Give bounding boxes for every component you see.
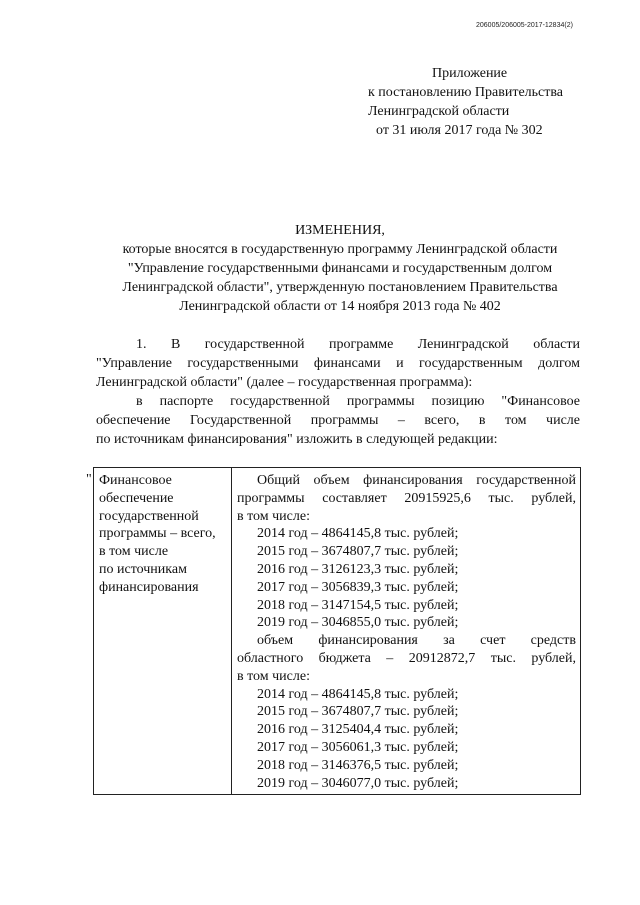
heading-line-2: "Управление государственными финансами и государственным долгом bbox=[127, 261, 553, 276]
total-year-line: 2016 год – 3126123,3 тыс. рублей; bbox=[257, 561, 459, 577]
regional-year-line: 2018 год – 3146376,5 тыс. рублей; bbox=[257, 757, 459, 773]
label-line: Финансовое bbox=[99, 473, 172, 488]
regional-intro-line: в том числе: bbox=[237, 668, 310, 684]
document-heading bbox=[80, 221, 600, 316]
regional-year-line: 2017 год – 3056061,3 тыс. рублей; bbox=[257, 739, 459, 755]
total-year-line: 2017 год – 3056839,3 тыс. рублей; bbox=[257, 579, 459, 595]
financing-table bbox=[93, 467, 581, 795]
total-intro-line: Общий объем финансирования государственной bbox=[257, 473, 576, 488]
total-year-line: 2015 год – 3674807,7 тыс. рублей; bbox=[257, 544, 459, 560]
label-line: финансирования bbox=[99, 579, 199, 595]
regional-year-line: 2019 год – 3046077,0 тыс. рублей; bbox=[257, 775, 459, 791]
financing-value-cell bbox=[232, 468, 581, 795]
heading-title: ИЗМЕНЕНИЯ, bbox=[295, 223, 385, 238]
total-year-line: 2018 год – 3147154,5 тыс. рублей; bbox=[257, 597, 459, 613]
total-intro-line: в том числе: bbox=[237, 508, 310, 524]
regional-year-line: 2016 год – 3125404,4 тыс. рублей; bbox=[257, 722, 459, 738]
table-row bbox=[94, 468, 581, 795]
appendix-line-1: к постановлению Правительства bbox=[368, 85, 564, 100]
label-line: программы – всего, bbox=[99, 526, 216, 542]
appendix-title: Приложение bbox=[432, 66, 508, 81]
heading-line-3: Ленинградской области", утвержденную постановлением Правительства bbox=[122, 280, 558, 295]
label-line: по источникам bbox=[99, 561, 187, 577]
label-line: обеспечение bbox=[99, 490, 174, 506]
label-line: государственной bbox=[99, 508, 199, 524]
regional-year-line: 2015 год – 3674807,7 тыс. рублей; bbox=[257, 704, 459, 720]
table-open-quote: " bbox=[86, 472, 92, 487]
body-line-4: в паспорте государственной программы позицию "Финансовое bbox=[136, 394, 580, 409]
document-registration-number: 206005/206005-2017-12834(2) bbox=[476, 22, 573, 29]
regional-intro-line: областного бюджета – 20912872,7 тыс. рублей, bbox=[237, 650, 576, 666]
label-line: в том числе bbox=[99, 544, 169, 560]
financing-label-cell bbox=[94, 468, 232, 795]
body-line-2: "Управление государственными финансами и государственным долгом bbox=[96, 356, 580, 371]
appendix-line-3: от 31 июля 2017 года № 302 bbox=[376, 123, 543, 138]
total-intro-line: программы составляет 20915925,6 тыс. рублей, bbox=[237, 490, 576, 506]
body-line-6: по источникам финансирования" изложить в следующей редакции: bbox=[96, 432, 498, 447]
body-paragraphs bbox=[96, 335, 580, 449]
heading-line-4: Ленинградской области от 14 ноября 2013 года № 402 bbox=[179, 299, 501, 314]
total-year-line: 2019 год – 3046855,0 тыс. рублей; bbox=[257, 615, 459, 631]
body-line-1: 1. В государственной программе Ленинградской области bbox=[136, 337, 580, 352]
regional-intro-line: объем финансирования за счет средств bbox=[257, 633, 576, 649]
body-line-5: обеспечение Государственной программы – всего, в том числе bbox=[96, 413, 580, 428]
body-line-3: Ленинградской области" (далее – государственная программа): bbox=[96, 375, 473, 390]
regional-year-line: 2014 год – 4864145,8 тыс. рублей; bbox=[257, 686, 459, 702]
appendix-line-2: Ленинградской области bbox=[368, 104, 510, 119]
heading-line-1: которые вносятся в государственную программу Ленинградской области bbox=[122, 242, 558, 257]
total-year-line: 2014 год – 4864145,8 тыс. рублей; bbox=[257, 526, 459, 542]
